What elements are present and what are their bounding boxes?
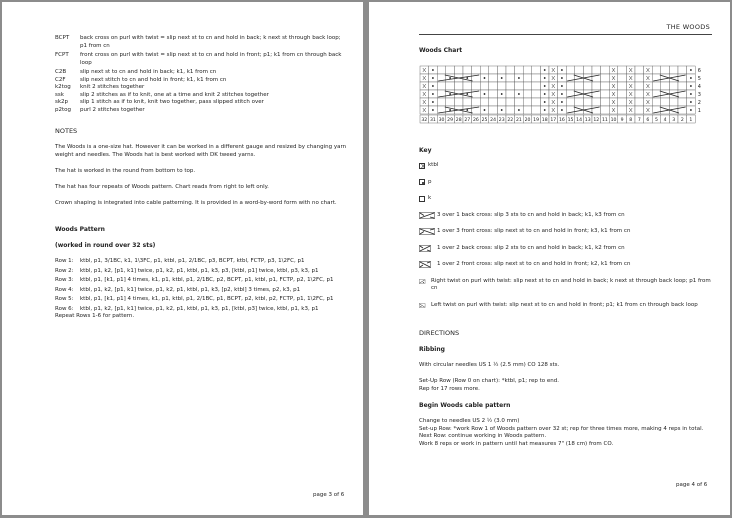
- chart-col-number: 30: [438, 118, 445, 123]
- pattern-row: [55, 268, 347, 276]
- purl-mark: [561, 69, 563, 71]
- purl-mark: [518, 93, 520, 95]
- chart-cell: [652, 82, 661, 90]
- chart-col-number: 22: [507, 118, 514, 123]
- chart-cell: [497, 82, 506, 90]
- chart-col-number: 31: [429, 118, 436, 123]
- key-text: ktbl: [428, 162, 439, 168]
- chart-cell: [669, 98, 678, 106]
- chart-cell: [480, 82, 489, 90]
- chart-row-number: 1: [697, 108, 701, 114]
- purl-mark: [501, 93, 503, 95]
- chart-cell: [446, 66, 455, 74]
- abbreviation-item: [55, 77, 347, 85]
- abbr-definition: slip next stitch to cn and hold in front; k1, k1 from cn: [80, 76, 227, 83]
- abbr-definition: back cross on purl with twist = slip next st to cn and hold in back; k next st through back loop; p1 from cn: [80, 35, 341, 49]
- chart-col-number: 25: [481, 118, 488, 123]
- chart-cell: [592, 98, 601, 106]
- chart-cell: [661, 98, 670, 106]
- purl-mark: [690, 77, 692, 79]
- chart-col-number: 23: [498, 118, 505, 123]
- chart-cell: [437, 98, 446, 106]
- key-item: [419, 212, 714, 220]
- pattern-row: [55, 306, 347, 314]
- chart-cell: [601, 66, 610, 74]
- chart-cell: [515, 66, 524, 74]
- header-rule: [419, 34, 712, 35]
- chart-cell: [463, 66, 472, 74]
- chart-cell: [489, 74, 498, 82]
- chart-cell: [446, 98, 455, 106]
- key-item: [419, 302, 714, 310]
- abbreviation-item: [55, 84, 347, 92]
- row-text: ktbl, p1, [k1, p1] 4 times, k1, p1, ktbl, p1, 2/1BC, p2, BCPT, p1, ktbl, p1, FCTP, p2, 1\2FC, p1: [80, 277, 334, 283]
- purl-mark: [432, 101, 434, 103]
- purl-mark: [544, 101, 546, 103]
- chart-cell: [635, 90, 644, 98]
- purl-mark: [544, 77, 546, 79]
- chart-cell: [523, 98, 532, 106]
- ribbing-line: Rep for 17 rows more.: [419, 386, 480, 392]
- purl-mark: [432, 77, 434, 79]
- row-text: ktbl, p1, k2, [p1, k1] twice, p1, k2, p1, ktbl, p1, k3, [p2, ktbl] 3 times, p2, k3, p1: [80, 286, 301, 293]
- cable-1-2-front-icon: [419, 261, 435, 268]
- purl-mark: [690, 109, 692, 111]
- key-text: 1 over 2 front cross: slip next st to cn and hold in front; k2, k1 from cn: [437, 261, 631, 267]
- cable-line: Next Row: continue working in Woods pattern.: [419, 433, 547, 439]
- chart-col-number: 26: [472, 118, 479, 123]
- purl-mark: [561, 77, 563, 79]
- chart-col-number: 19: [533, 118, 540, 123]
- purl-mark: [466, 109, 468, 111]
- chart-cell: [635, 98, 644, 106]
- chart-cell: [463, 98, 472, 106]
- abbr-term: sk2p: [55, 99, 69, 105]
- chart-cell: [480, 66, 489, 74]
- directions-heading: DIRECTIONS: [419, 329, 460, 337]
- chart-col-number: 6: [646, 118, 650, 123]
- chart-col-number: 5: [655, 118, 658, 123]
- chart-col-number: 9: [620, 118, 624, 123]
- row-label: Row 5:: [55, 296, 74, 302]
- purl-mark: [432, 69, 434, 71]
- chart-cell: [618, 82, 627, 90]
- pattern-subheading: (worked in round over 32 sts): [55, 242, 156, 249]
- purl-mark: [690, 69, 692, 71]
- chart-cell: [592, 82, 601, 90]
- chart-cell: [523, 82, 532, 90]
- chart-row-number: 2: [697, 100, 701, 106]
- key-item: [419, 162, 714, 170]
- key-list: [419, 162, 714, 318]
- chart-cell: [618, 90, 627, 98]
- chart-cell: [532, 90, 541, 98]
- chart-cell: [523, 106, 532, 114]
- chart-cell: [454, 98, 463, 106]
- cable-1-3-front-icon: [419, 228, 435, 235]
- chart-cell: [446, 82, 455, 90]
- notes-paragraph: The hat is worked in the round from bottom to top.: [55, 168, 196, 174]
- chart-col-number: 28: [455, 118, 462, 123]
- chart-cell: [532, 74, 541, 82]
- pattern-row: [55, 277, 347, 285]
- row-text: ktbl, p1, 3/1BC, k1, 1\3FC, p1, ktbl, p1, 2/1BC, p3, BCPT, ktbl, FCTP, p3, 1\2FC, p1: [80, 258, 305, 264]
- key-text: Left twist on purl with twist: slip next st to cn and hold in front; p1; k1 from cn through back loop: [431, 301, 698, 308]
- row-label: Row 6:: [55, 305, 74, 312]
- chart-cell: [635, 74, 644, 82]
- chart-cell: [652, 66, 661, 74]
- chart-cell: [583, 98, 592, 106]
- chart-cell: [592, 66, 601, 74]
- chart-col-number: 11: [601, 118, 608, 123]
- right-twist-icon: [419, 278, 429, 285]
- chart-col-number: 17: [550, 118, 557, 123]
- abbr-term: k2tog: [55, 84, 71, 90]
- chart-cell: [515, 98, 524, 106]
- purl-mark: [518, 109, 520, 111]
- row-label: Row 1:: [55, 258, 74, 264]
- chart-cell: [635, 82, 644, 90]
- chart-col-number: 7: [637, 118, 641, 123]
- key-item: [419, 278, 714, 293]
- row-text: ktbl, p1, k2, [p1, k1] twice, p1, k2, p1, ktbl, p1, k3, p1, [ktbl, p3] twice, ktbl, p1, k3, p1: [80, 305, 319, 312]
- chart-cell: [678, 82, 687, 90]
- key-text: p: [428, 178, 432, 185]
- chart-cell: [575, 66, 584, 74]
- key-heading: Key: [419, 147, 432, 154]
- chart-heading: Woods Chart: [419, 47, 463, 54]
- left-twist-icon: [419, 302, 429, 309]
- chart-cell: [601, 82, 610, 90]
- purl-mark: [432, 109, 434, 111]
- page-number: page 4 of 6: [676, 482, 708, 488]
- abbreviation-item: [55, 107, 347, 115]
- abbreviation-item: [55, 35, 347, 50]
- chart-col-number: 12: [593, 118, 600, 123]
- purl-mark: [484, 109, 486, 111]
- abbr-term: C2F: [55, 76, 66, 83]
- chart-cell: [472, 98, 481, 106]
- purl-mark: [544, 93, 546, 95]
- chart-col-number: 4: [663, 118, 667, 123]
- chart-col-number: 14: [576, 118, 583, 123]
- purl-mark: [449, 93, 451, 95]
- ribbing-line: With circular needles US 1 ½ (2.5 mm) CO 128 sts.: [419, 362, 560, 368]
- chart-cell: [480, 98, 489, 106]
- chart-cell: [566, 82, 575, 90]
- pattern-rows: [55, 258, 347, 321]
- chart-cell: [601, 74, 610, 82]
- chart-col-number: 29: [447, 118, 454, 123]
- cable-line: Change to needles US 2 ½ (3.0 mm): [419, 418, 520, 424]
- chart-cell: [652, 98, 661, 106]
- purl-mark: [449, 109, 451, 111]
- chart-cell: [661, 66, 670, 74]
- chart-cell: [506, 66, 515, 74]
- chart-col-number: 13: [584, 118, 591, 123]
- chart-col-number: 3: [672, 118, 676, 123]
- row-label: Row 2:: [55, 267, 74, 274]
- chart-row-number: 4: [697, 84, 701, 90]
- chart-cell: [618, 106, 627, 114]
- repeat-note: Repeat Rows 1-6 for pattern.: [55, 313, 135, 319]
- chart-cell: [506, 106, 515, 114]
- purl-mark: [544, 85, 546, 87]
- chart-cell: [532, 82, 541, 90]
- cable-heading: Begin Woods cable pattern: [419, 402, 511, 409]
- chart-col-number: 20: [524, 118, 531, 123]
- chart-cell: [669, 82, 678, 90]
- chart-cell: [523, 74, 532, 82]
- chart-cell: [454, 82, 463, 90]
- cable-line: Work 8 reps or work in pattern until hat measures 7" (18 cm) from CO.: [419, 440, 614, 447]
- cable-2-1-back-icon: [419, 245, 435, 252]
- chart-cell: [489, 90, 498, 98]
- abbreviation-item: [55, 99, 347, 107]
- purl-mark: [449, 77, 451, 79]
- chart-cell: [437, 82, 446, 90]
- purl-mark: [432, 93, 434, 95]
- chart-cell: [472, 66, 481, 74]
- chart-cell: [506, 90, 515, 98]
- chart-cell: [601, 98, 610, 106]
- page-left: [2, 2, 363, 515]
- purl-mark: [518, 77, 520, 79]
- pattern-row: [55, 296, 347, 304]
- page-right: [369, 2, 730, 515]
- key-item: [419, 245, 714, 253]
- row-label: Row 4:: [55, 286, 74, 293]
- row-text: ktbl, p1, k2, [p1, k1] twice, p1, k2, p1, ktbl, p1, k3, p3, [ktbl, p1] twice, ktbl, p3, k3, p1: [80, 267, 319, 274]
- purl-mark: [544, 69, 546, 71]
- chart-cell: [635, 66, 644, 74]
- chart-cell: [489, 66, 498, 74]
- ktbl-symbol-icon: [419, 163, 425, 169]
- cable-3-1-back-icon: [419, 212, 435, 219]
- purl-mark: [484, 93, 486, 95]
- chart-cell: [532, 98, 541, 106]
- chart-cell: [506, 82, 515, 90]
- purl-mark: [484, 77, 486, 79]
- cable-instructions: [419, 418, 714, 448]
- purl-mark: [561, 101, 563, 103]
- chart-cell: [532, 66, 541, 74]
- purl-mark: [690, 101, 692, 103]
- abbr-definition: slip next st to cn and hold in back; k1, k1 from cn: [80, 69, 217, 75]
- chart-cell: [601, 106, 610, 114]
- chart-col-number: 15: [567, 118, 574, 123]
- purl-mark: [561, 109, 563, 111]
- abbr-definition: slip 2 stitches as if to knit, one at a time and knit 2 stitches together: [80, 91, 269, 98]
- abbr-term: ssk: [55, 91, 64, 98]
- row-text: ktbl, p1, [k1, p1] 4 times, k1, p1, ktbl, p1, 2/1BC, p1, BCPT, p2, ktbl, p2, FCTP, p1, 1\2FC, p1: [80, 296, 334, 302]
- chart-cell: [489, 98, 498, 106]
- chart-cell: [669, 66, 678, 74]
- chart-cell: [497, 66, 506, 74]
- chart-cell: [463, 82, 472, 90]
- chart-col-number: 24: [490, 118, 497, 123]
- key-text: 1 over 3 front cross: slip next st to cn and hold in front; k3, k1 from cn: [437, 228, 631, 234]
- purl-mark: [690, 93, 692, 95]
- notes-paragraph: The Woods is a one-size hat. However it can be worked in a different gauge and resized by changing yarn weight and needles. The Woods hat is best worked with DK tweed yarns.: [55, 144, 347, 158]
- chart-cell: [566, 98, 575, 106]
- pattern-row: [55, 287, 347, 295]
- cable-line: Set-up Row: *work Row 1 of Woods pattern over 32 st; rep for three times more, making 4 reps in total.: [419, 425, 704, 432]
- row-label: Row 3:: [55, 277, 74, 283]
- chart-cell: [489, 82, 498, 90]
- abbreviation-item: [55, 52, 347, 67]
- notes-heading: NOTES: [55, 127, 78, 135]
- key-item: [419, 179, 714, 187]
- abbr-term: C2B: [55, 69, 67, 75]
- key-text: 3 over 1 back cross: slip 3 sts to cn and hold in back; k1, k3 from cn: [437, 211, 625, 218]
- ribbing-heading: Ribbing: [419, 346, 445, 353]
- chart-cell: [618, 66, 627, 74]
- knit-symbol-icon: [419, 196, 425, 202]
- abbr-term: p2tog: [55, 106, 72, 113]
- chart-col-number: 10: [610, 118, 617, 123]
- key-item: [419, 195, 714, 203]
- chart-cell: [678, 66, 687, 74]
- header-title: THE WOODS: [666, 23, 710, 31]
- chart-cell: [635, 106, 644, 114]
- chart-cell: [472, 82, 481, 90]
- abbr-definition: knit 2 stitches together: [80, 84, 145, 90]
- purl-mark: [501, 77, 503, 79]
- chart-cell: [601, 90, 610, 98]
- abbr-definition: slip 1 stitch as if to knit, knit two together, pass slipped stitch over: [80, 99, 264, 105]
- chart-cell: [575, 82, 584, 90]
- chart-cell: [575, 98, 584, 106]
- abbreviation-list: [55, 35, 347, 114]
- chart-col-number: 16: [558, 118, 565, 123]
- key-item: [419, 228, 714, 236]
- purl-mark: [544, 109, 546, 111]
- chart-col-number: 32: [421, 118, 428, 123]
- chart-cell: [583, 82, 592, 90]
- notes-paragraph: Crown shaping is integrated into cable patterning. It is provided in a word-by-word form with no chart.: [55, 200, 337, 206]
- pattern-row: [55, 258, 347, 266]
- chart-row-number: 5: [697, 76, 701, 82]
- chart-cell: [661, 82, 670, 90]
- abbreviation-item: [55, 92, 347, 100]
- chart-col-number: 1: [689, 118, 693, 123]
- key-text: k: [428, 195, 432, 201]
- chart-cell: [506, 74, 515, 82]
- pattern-heading: Woods Pattern: [55, 226, 105, 233]
- chart-cell: [583, 66, 592, 74]
- key-text: 1 over 2 back cross: slip 2 sts to cn and hold in back; k1, k2 from cn: [437, 244, 625, 251]
- chart-cell: [454, 66, 463, 74]
- abbreviation-item: [55, 69, 347, 77]
- chart-cell: [506, 98, 515, 106]
- purl-mark: [690, 85, 692, 87]
- chart-col-number: 8: [629, 118, 633, 123]
- chart-cell: [523, 66, 532, 74]
- purl-mark: [466, 93, 468, 95]
- notes-paragraph: The hat has four repeats of Woods pattern. Chart reads from right to left only.: [55, 184, 269, 190]
- chart-col-number: 2: [680, 118, 684, 123]
- abbr-term: FCPT: [55, 52, 69, 58]
- page-number: page 3 of 6: [313, 492, 345, 498]
- chart-cell: [532, 106, 541, 114]
- chart-cell: [566, 66, 575, 74]
- chart-cell: [523, 90, 532, 98]
- chart-cell: [618, 74, 627, 82]
- chart-cell: [678, 98, 687, 106]
- ribbing-line: Set-Up Row (Row 0 on chart): *ktbl, p1; rep to end.: [419, 378, 560, 384]
- chart-cell: [437, 66, 446, 74]
- woods-chart: [419, 65, 711, 135]
- purl-symbol-icon: [419, 179, 425, 185]
- chart-cell: [515, 82, 524, 90]
- purl-mark: [501, 109, 503, 111]
- chart-row-number: 3: [697, 92, 701, 98]
- chart-cell: [489, 106, 498, 114]
- chart-col-number: 18: [541, 118, 548, 123]
- key-item: [419, 261, 714, 269]
- purl-mark: [432, 85, 434, 87]
- abbr-definition: front cross on purl with twist = slip next st to cn and hold in front; p1; k1 from cn through back loop: [80, 52, 342, 66]
- chart-col-number: 21: [515, 118, 522, 123]
- abbr-definition: purl 2 stitches together: [80, 106, 145, 113]
- chart-col-number: 27: [464, 118, 471, 123]
- purl-mark: [561, 93, 563, 95]
- chart-cell: [618, 98, 627, 106]
- key-text: Right twist on purl with twist: slip next st to cn and hold in back; k next st through back loop; p1 from cn: [431, 277, 711, 291]
- purl-mark: [466, 77, 468, 79]
- abbr-term: BCPT: [55, 35, 70, 41]
- chart-cell: [497, 98, 506, 106]
- chart-row-number: 6: [697, 68, 701, 74]
- purl-mark: [561, 85, 563, 87]
